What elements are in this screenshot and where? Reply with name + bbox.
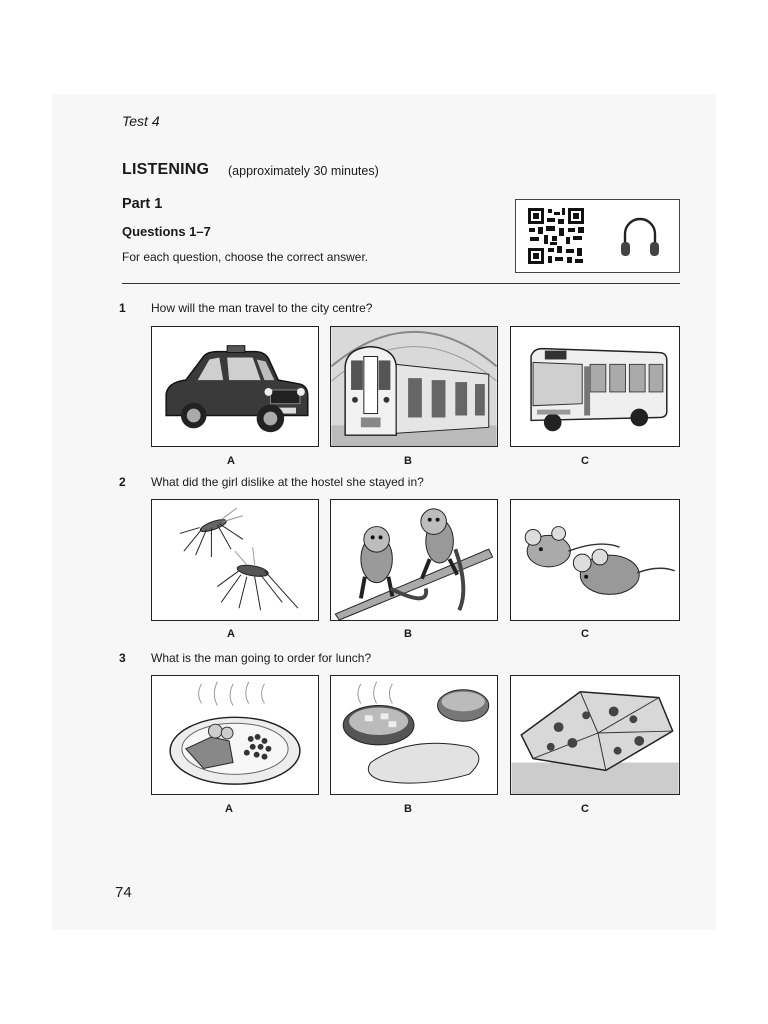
question-3-number: 3: [119, 651, 126, 665]
pizza-picture[interactable]: [510, 675, 680, 795]
option-2c-letter: C: [581, 628, 589, 640]
question-range: Questions 1–7: [122, 224, 211, 239]
option-2a-letter: A: [227, 628, 235, 640]
section-title: LISTENING: [122, 161, 210, 178]
page-number: 74: [115, 884, 132, 901]
option-3b-letter: B: [404, 803, 412, 815]
headphones-icon: [618, 212, 662, 260]
section-duration: (approximately 30 minutes): [228, 164, 379, 178]
option-2b-letter: B: [404, 628, 412, 640]
option-1b-letter: B: [404, 455, 412, 467]
taxi-picture[interactable]: [151, 326, 319, 447]
option-1c-letter: C: [581, 455, 589, 467]
option-3c-letter: C: [581, 803, 589, 815]
qr-code-icon[interactable]: [526, 206, 586, 266]
question-2-text: What did the girl dislike at the hostel she stayed in?: [151, 475, 424, 489]
option-3a-letter: A: [225, 803, 233, 815]
question-1-text: How will the man travel to the city centre?: [151, 301, 373, 315]
question-3-text: What is the man going to order for lunch?: [151, 651, 372, 665]
mosquitoes-picture[interactable]: [151, 499, 319, 621]
instructions: For each question, choose the correct answer.: [122, 250, 369, 264]
fish-and-peas-picture[interactable]: [151, 675, 319, 795]
underground-train-picture[interactable]: [330, 326, 498, 447]
question-2-number: 2: [119, 475, 126, 489]
part-title: Part 1: [122, 196, 163, 212]
monkeys-picture[interactable]: [330, 499, 498, 621]
test-label: Test 4: [122, 113, 160, 129]
option-1a-letter: A: [227, 455, 235, 467]
question-1-number: 1: [119, 301, 126, 315]
curry-and-naan-picture[interactable]: [330, 675, 498, 795]
divider: [122, 283, 680, 284]
audio-box: [515, 199, 680, 273]
mice-picture[interactable]: [510, 499, 680, 621]
bus-picture[interactable]: [510, 326, 680, 447]
